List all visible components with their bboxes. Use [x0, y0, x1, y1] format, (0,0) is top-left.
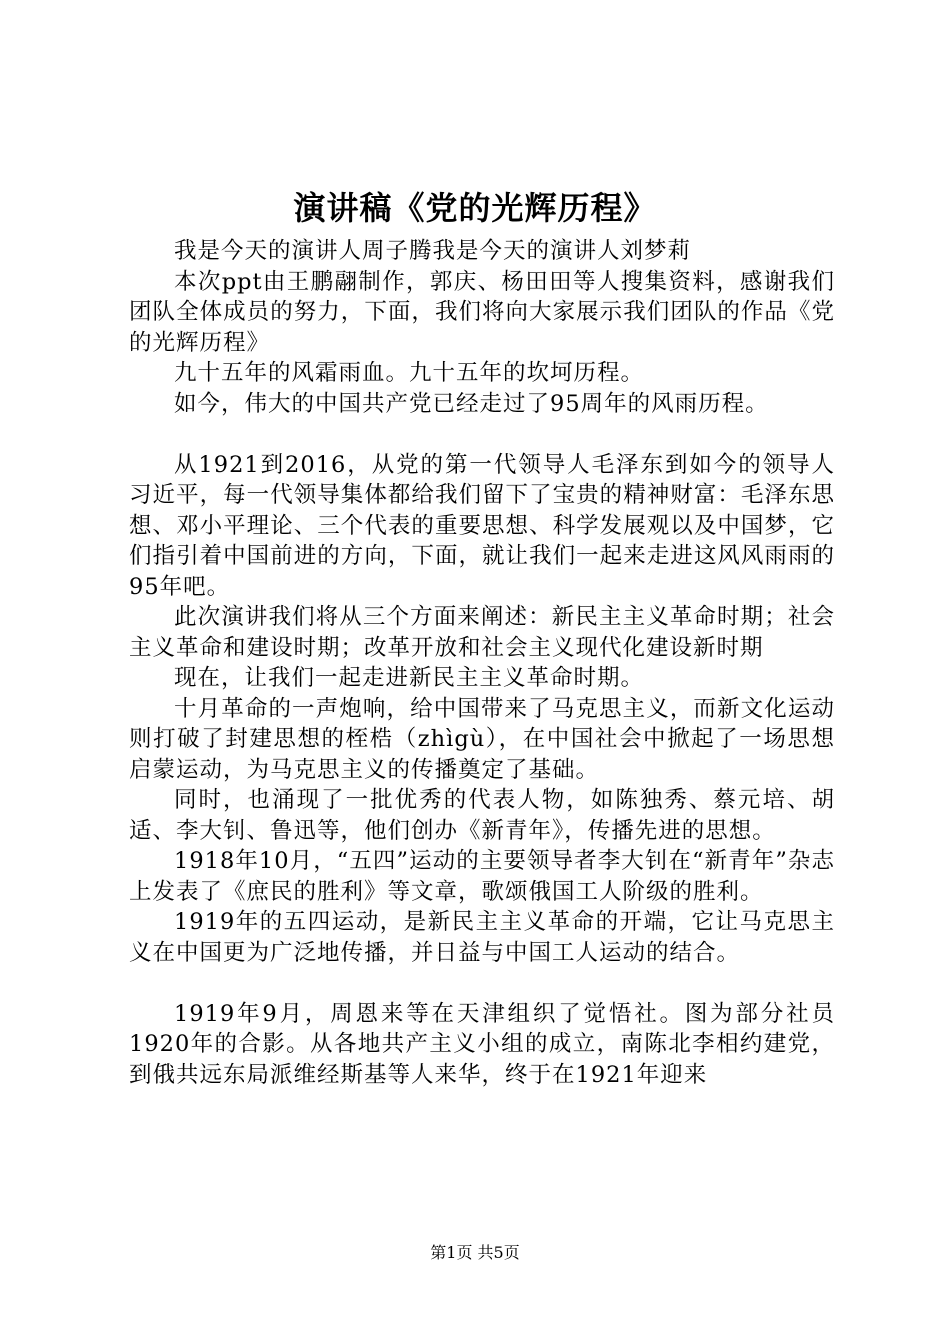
paragraph-leadership: 从1921到2016，从党的第一代领导人毛泽东到如今的领导人习近平，每一代领导集体都给我们留下了宝贵的精神财富：毛泽东思想、邓小平理论、三个代表的重要思想、科学发展观以及中国梦，它们指引着中国前进的方向，下面，就让我们一起来走进这风风雨雨的95年吧。	[129, 451, 835, 600]
page-title: 演讲稿《党的光辉历程》	[293, 189, 657, 227]
paragraph-speakers: 我是今天的演讲人周子腾我是今天的演讲人刘梦莉	[174, 238, 692, 264]
paragraph-representatives: 同时，也涌现了一批优秀的代表人物，如陈独秀、蔡元培、胡适、李大钊、鲁迅等，他们创办《新青年》，传播先进的思想。	[129, 787, 835, 844]
paragraph-anniversary: 如今，伟大的中国共产党已经走过了95周年的风雨历程。	[174, 390, 769, 417]
document-body	[129, 236, 835, 1090]
paragraph-credits: 本次ppt由王鹏翮制作，郭庆、杨田田等人搜集资料，感谢我们团队全体成员的努力，下面，我们将向大家展示我们团队的作品《党的光辉历程》	[129, 268, 835, 356]
paragraph-may-fourth: 1919年的五四运动，是新民主主义革命的开端，它让马克思主义在中国更为广泛地传播，并日益与中国工人运动的结合。	[129, 909, 835, 966]
page-footer: 第1页 共5页	[430, 1243, 520, 1262]
paragraph-new-democratic-intro: 现在，让我们一起走进新民主主义革命时期。	[174, 665, 645, 691]
paragraph-1918: 1918年10月，“五四”运动的主要领导者李大钊在“新青年”杂志上发表了《庶民的胜利》等文章，歌颂俄国工人阶级的胜利。	[129, 848, 835, 905]
paragraph-three-aspects: 此次演讲我们将从三个方面来阐述：新民主主义革命时期；社会主义革命和建设时期；改革开放和社会主义现代化建设新时期	[129, 604, 835, 661]
paragraph-ninety-five-years: 九十五年的风霜雨血。九十五年的坎坷历程。	[174, 360, 645, 386]
paragraph-october-revolution: 十月革命的一声炮响，给中国带来了马克思主义，而新文化运动则打破了封建思想的桎梏（zhìgù），在中国社会中掀起了一场思想启蒙运动，为马克思主义的传播奠定了基础。	[129, 695, 835, 783]
paragraph-awakening-society: 1919年9月，周恩来等在天津组织了觉悟社。图为部分社员1920年的合影。从各地共产主义小组的成立，南陈北李相约建党，到俄共远东局派维经斯基等人来华，终于在1921年迎来	[129, 1000, 835, 1088]
